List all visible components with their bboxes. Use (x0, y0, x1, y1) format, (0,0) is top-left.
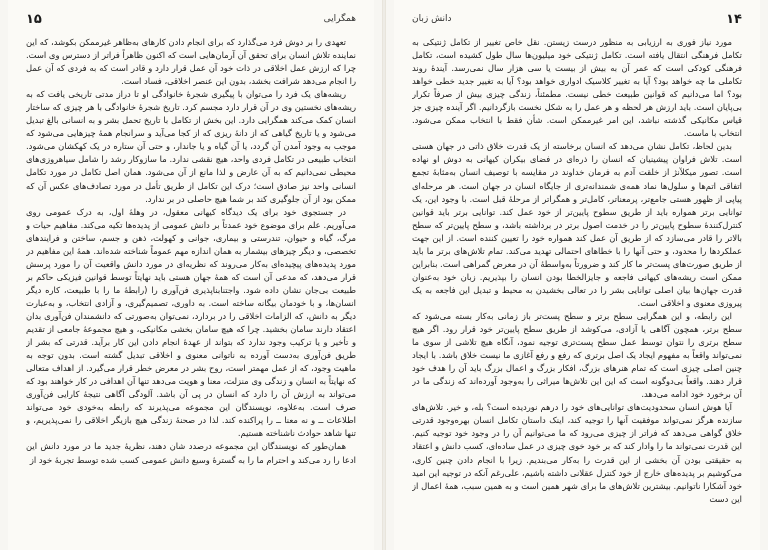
page-number: ۱۴ (726, 11, 742, 27)
running-header: همگرایی (323, 14, 356, 24)
left-page-header (26, 10, 356, 28)
book-gutter (382, 0, 386, 550)
paragraph: آیا هوش انسان سحدودیت‌های توانایی‌های خود را درهم نوردیده است؟ بله، و خیر. تلاش‌های سازنده هرگز نمی‌تواند موفقیت آنها را توجیه کند، اینک داستان تکامل انسان بهره‌وجود قدرتی خلاق گواهی می‌دهد که فراتر از چیزی می‌رود که ما می‌توانیم آن را در وجود خود توجیه کنیم. این قدرت نمی‌تواند ما را وادار کند که بر خود خوی چیزی در عمل ساده‌ای، کسب دانش و اعتقاد به حقیقتی بودن آن بخشی از این قدرت را به‌کار می‌بندیم. زیرا با انجام دادن چنین کاری، می‌کوشیم بر پدیده‌های خارج از خود کنترل عقلانی داشته باشیم، علی‌رغم آنکه در توجیه این امید خود آشکارا ناتوانیم. بیشترین تلاش‌های ما برای شهر همین است و به همین سبب، همهٔ اعمال از این دست (412, 402, 742, 504)
right-page-header (412, 10, 742, 28)
paragraph: در جستجوی خود برای یک دیدگاه کیهانی معقول، در وهلهٔ اول، به درک عمومی روی می‌آوریم. علم برای موضوع خود عمدتاً بر دانش عمومی از پدیده‌ها تکیه می‌کند. مفاهیم حیات و مرگ، گیاه و حیوان، تندرستی و بیماری، جوانی و کهولت، ذهن و جسم، ساختن و فرایندهای تخصصی، و دیگر چیزهای بیشمار به همان اندازه مهم عموماً شناخته شده‌اند. همهٔ این مفاهیم در مورد پدیده‌های پیچیده‌ای به‌کار می‌روند که نظریه‌ای در مورد دانش واقعیت آن را مورد پرسش قرار می‌دهد، که مدعی آن است که همهٔ جهان هستی باید نهایتاً توسط قوانین فیزیکی حاکم بر طبیعت بی‌جان نشان داده شود. واجتنابناپذیری فن‌آوری را (رابطهٔ ما را با طبیعت، کاره دیگر انسان‌ها، و با خودمان بیگانه ساخته است. به داوری، تصمیم‌گیری، و آزادی انتخاب، و به‌عبارت دیگر به دانش، که الزامات اخلاقی را در بردارد، نمی‌توان به‌صورتی که دانشمندان فن‌آوری بدان اعتقاد دارند سامان بخشید. چرا که هیچ سامان بخشی مکانیکی، و هیچ مجموعهٔ جامعی از تقدیم و تأخیر و یا ترکیب وجود ندارد که بتواند از عهدهٔ انجام دادن این کار برآید. قدرتی که بشر از طریق فن‌آوری به‌دست آورده به ناتوانی معنوی و اخلاقی تبدیل گشته است. بدون توجه به ماهیت وجود، که از عمل مهمتر است، روح بشر در معرض خطر قرار می‌گیرد. از اهداف متعالی که نهایتاً به انسان و زندگی وی منزلت، معنا و هویت می‌دهد تنها آن اهدافی در کار خواهند بود که می‌تواند به ارزش آن را دارد که انسان در پی آن باشد. آلودگی آگاهی نتیجهٔ کارایی فن‌آوری صرف است. به‌علاوه، نویسندگان این مجموعه می‌پذیرند که رابطه به‌خودی خود می‌تواند اطلاعات ــ و نه معنا ــ را پراکنده کند. لذا در صحنهٔ زندگی هیچ بازیگر اخلاقی را نمی‌پذیریم، و تنها شاهد حوادث ناشناخته هستیم. (26, 206, 356, 439)
paragraph: بدین لحاظ، تکامل نشان می‌دهد که انسان برخاسته از یک قدرت خلاق ذاتی در جهان هستی است. تلاش فراوان پیشینیان که انسان را ذره‌ای در فضای بیکران کیهانی به دوش او نهاده است. تصور میکلآنژ از خلقت آدم به فرمان خداوند در مقایسه با توصیف انسان به‌مثابهٔ تجمع اتفاقی اتم‌ها و سلول‌ها نماد همه‌ی شمندانه‌تری از جایگاه انسان در جهان است. هر مرحله‌ای پیاپی از ظهور هستی جامع‌تر، پرمعناتر، کامل‌تر و همگراتر از مرحلهٔ قبل است. با وجود این، یک توانایی برتر همواره باید از طریق سطوح پایین‌تر از خود عمل کند. توانایی برتر باید قوانین کنترل‌کنندهٔ سطوح پایین‌تر را در خدمت اصول برتر در برداشته باشد، و سطح پایین‌تر که سطح بالاتر را قادر می‌سازد که از طریق آن عمل کند همواره خود را تعیین کننده است. از این جهت عملکردها را محدود، و حتی آنها را با خطاهای احتمالی تهدید می‌کند. تمام تلاش‌های برتر ما باید از طریق صورت‌های پست‌تر ما کار کند و ضرورتاً به‌واسطهٔ آن در معرض گمراهی است. بنابراین ممکن است ریشه‌های کیهانی فاجعه و جایزالخطا بودن انسان را بپذیریم. زبان خود به‌عنوان قدرت جهان‌ها بیان اصلی توانایی بشر را در تعالی بخشیدن به محیط و تبدیل این فاجعه به یک پیروزی معنوی و اخلاقی است. (412, 141, 742, 308)
right-page-body (412, 36, 742, 540)
paragraph: ریشه‌های یک فرد را می‌توان با پیگیری شجرهٔ خانوادگی او تا دراز مدتی تاریخی یافت که به ریشه‌های نخستین وی در آن قرار دارد مجسم کرد. تاریخ شجرهٔ خانوادگی با هر چیزی که ساختار انسان کمک می‌کند همگرایی دارد. این بخش از تکامل با تاریخ تحمل بشر و به انسانی بالغ تبدیل می‌شود و یا تاریخ گیاهی که از دانهٔ ریزی که از کجا می‌آید و سرانجام همهٔ چیزهایی می‌شود که موجب به وجود آمدن آن گردد، یا آن گیاه و یا جاندار، و حتی آن ستاره در یک کهکشان می‌شود. انتخاب طبیعی در تکامل فردی واحد، هیچ نقشی ندارد. ما سازوکار رشد را شامل سیاهروزی‌های محیطی نمی‌دانیم که به آن عارض و لذا مانع از آن می‌شود. همان اصل تکامل در مورد تکامل انسانی واحد نیز صادق است؛ درک این تکامل از طریق تأمل در مورد تصادف‌های عکس آن که ممکن بود از آن جلوگیری کند بر شما هیچ حاصلی در بر ندارد. (26, 89, 356, 204)
paragraph: مورد نیاز فوری به ارزیابی به منظور درست زیستن. نقل خاص تغییر از تکامل ژنتیکی به تکامل فرهنگی انتقال یافته است. تکامل ژنتیکی خود میلیون‌ها سال طول کشیده است، تکامل فرهنگی کودکی است که عمر آن به بیش از بیست یا سی هزار سال نمی‌رسد. آیندهٔ روند تکاملی ما چه خواهد بود؟ آیا به تغییر کلاسیک ادواری خواهد بود؟ آیا به تغییر جدید خطی خواهد بود؟ اما می‌دانیم که قوانین طبیعت خطی نیست. مطمئناً، زندگی چیزی بیش از صرفاً تکرار بی‌پایان است. باید ارزش هر لحظه و هر عمل را به شکل نخست بازگردانیم. اگر آینده چیزی جز قیاس مکانیکی گذشته نباشد، این امر غیرممکن است. شأن فقط با انتخاب ممکن می‌شود. انتخاب با ماست. (412, 37, 742, 139)
paragraph: همان‌طور که نویسندگان این مجموعه درصدد شان دهند، نظریهٔ جدید ما در مورد دانش این ادعا را رد می‌کند و احترام ما را به گسترهٔ وسیع دانش عمومی کسب شده توسط تجربهٔ خود از (26, 441, 356, 465)
left-page-body (26, 36, 356, 540)
right-page (394, 0, 760, 550)
paragraph: این رابطه، و این همگرایی سطح برتر و سطح پست‌تر باز زمانی به‌کار بسته می‌شود که سطح برتر، همچون آگاهی یا آزادی، می‌کوشد از طریق سطح پایین‌تر خود قرار رود. اگر هیچ سطح برتری را نتوان توسط عمل سطح پست‌تری توجیه نمود، آنگاه هیچ تلاشی از سوی ما نمی‌تواند واقعاً به مفهوم ایجاد یک اصل برتری که رفع و رفع آغازی ما نیست خلاق باشد. با ایجاد چنین اصلی چیزی است که تمام هنرهای بزرگ، افکار بزرگ و اعمال بزرگ باید آن را هدف خود قرار دهند. واقعاً بی‌دوگونه است که این این تلاش‌ها میراثی را به‌وجود آورده‌اند که زندگی ما در آن برخورد خود ادامه می‌دهد. (412, 310, 742, 400)
running-header: دانش زبان (412, 14, 452, 24)
left-page (8, 0, 374, 550)
paragraph: تعهدی را بر دوش فرد می‌گذارد که برای انجام دادن کارهای به‌ظاهر غیرممکن بکوشد، که این نماینده تلاش انسان برای تحقق آن آرمان‌هایی است که اکنون ظاهراً فراتر از دسترس وی است. چرا که ارزش عمل اخلاقی در ذات خود آن عمل قرار دارد و قادر است که به فردی که آن عمل را انجام می‌دهد شرافت بخشد، بدون این عنصر اخلاقی، فساد است. (26, 37, 356, 87)
page-number: ۱۵ (26, 11, 42, 27)
